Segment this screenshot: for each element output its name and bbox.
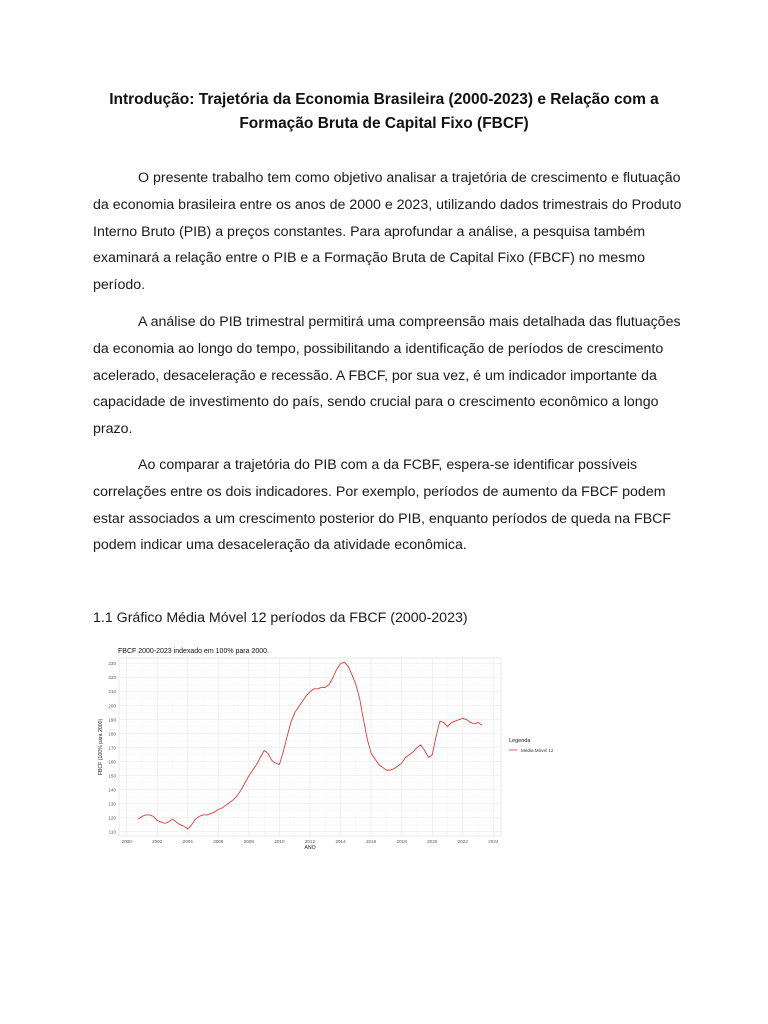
x-axis-label: ANO xyxy=(304,845,316,851)
y-tick-label: 130 xyxy=(108,801,116,807)
x-tick-label: 2000 xyxy=(121,839,132,844)
y-tick-label: 230 xyxy=(108,661,116,667)
y-axis-ticks xyxy=(108,661,116,834)
x-tick-label: 2020 xyxy=(427,839,438,844)
x-tick-label: 2012 xyxy=(304,839,316,844)
fbcf-line-chart xyxy=(91,642,571,872)
chart-legend xyxy=(509,738,554,753)
x-tick-label: 2024 xyxy=(488,839,499,844)
legend-title: Legenda xyxy=(509,738,531,744)
paragraph-3: Ao comparar a trajetória do PIB com a da FCBF, espera-se identificar possíveis correlações entre os dois indicadores. Por exemplo, períodos de aumento da FBCF podem estar associados a um crescimento posterior do PIB, enquanto períodos de queda na FBCF podem indicar uma desaceleração da atividade econômica. xyxy=(93,457,672,554)
y-tick-label: 220 xyxy=(108,675,116,681)
y-tick-label: 170 xyxy=(108,745,116,751)
x-axis-ticks xyxy=(122,839,499,844)
x-tick-label: 2018 xyxy=(396,839,407,844)
paragraph-1: O presente trabalho tem como objetivo analisar a trajetória de crescimento e flutuação da economia brasileira entre os anos de 2000 e 2023, utilizando dados trimestrais do Produto Interno Bruto (PIB) a preços constantes. Para aprofundar a análise, a pesquisa também examinará a relação entre o PIB e a Formação Bruta de Capital Fixo (FBCF) no mesmo período. xyxy=(93,170,682,294)
y-tick-label: 200 xyxy=(108,703,116,709)
x-tick-label: 2022 xyxy=(457,839,468,844)
chart-title: FBCF 2000-2023 indexado em 100% para 2000. xyxy=(118,648,269,655)
y-tick-label: 190 xyxy=(108,717,116,723)
y-axis-label: FBCF (100% para 2000) xyxy=(98,718,104,776)
section-heading: 1.1 Gráfico Média Móvel 12 períodos da FBCF (2000-2023) xyxy=(93,610,468,626)
legend-entry: Média Móvel 12 xyxy=(521,748,554,753)
x-tick-label: 2002 xyxy=(152,839,163,844)
y-tick-label: 150 xyxy=(108,773,116,779)
y-tick-label: 110 xyxy=(108,829,116,835)
x-tick-label: 2008 xyxy=(243,839,254,844)
paragraph-2: A análise do PIB trimestral permitirá uma compreensão mais detalhada das flutuações da economia ao longo do tempo, possibilitando a identificação de períodos de crescimento acelerado, desaceleração e recessão. A FBCF, por sua vez, é um indicador importante da capacidade de investimento do país, sendo crucial para o crescimento econômico a longo prazo. xyxy=(93,314,681,438)
y-tick-label: 160 xyxy=(108,759,116,765)
y-tick-label: 210 xyxy=(108,689,116,695)
fbcf-chart-figure xyxy=(91,642,571,872)
x-tick-label: 2016 xyxy=(366,839,377,844)
x-tick-label: 2006 xyxy=(213,839,224,844)
y-tick-label: 180 xyxy=(108,731,116,737)
x-tick-label: 2010 xyxy=(274,839,285,844)
document-title: Introdução: Trajetória da Economia Brasileira (2000-2023) e Relação com a Formação Bruta de Capital Fixo (FBCF) xyxy=(109,91,659,132)
x-tick-label: 2004 xyxy=(182,839,193,844)
x-tick-label: 2014 xyxy=(335,839,346,844)
y-tick-label: 140 xyxy=(108,787,116,793)
y-tick-label: 120 xyxy=(108,815,116,821)
